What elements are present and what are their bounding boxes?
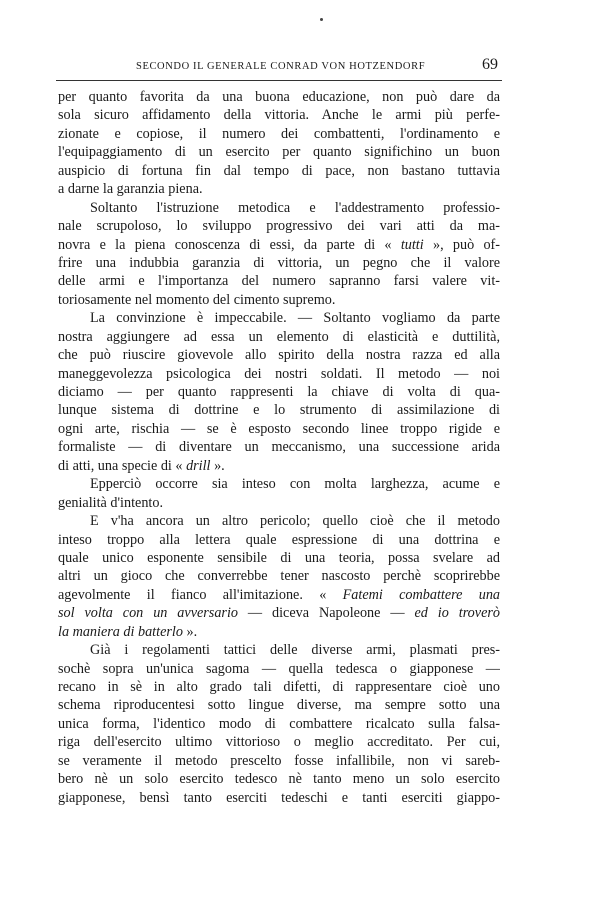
text-run: Già i regolamenti tattici delle diverse armi, plasmati pres- [90, 642, 500, 659]
text-run: sochè sopra un'unica sagoma — quella tedesca o giapponese — [58, 660, 500, 677]
text-line [58, 346, 500, 364]
text-run: altri un gioco che converrebbe tener nascosto perchè scoprirebbe [58, 568, 500, 585]
text-run: giapponese, bensì tanto eserciti tedeschi e tanti eserciti giappo- [58, 789, 500, 806]
text-run: di atti, una specie di « [58, 457, 187, 474]
text-line [58, 88, 500, 106]
text-run: auspicio di fortuna fin dal tempo di pace, non bastano tuttavia [58, 162, 500, 179]
text-run: diciamo — per quanto rappresenti la chiave di volta di qua- [58, 384, 500, 400]
text-line [58, 106, 500, 124]
text-run: », può of- [423, 236, 500, 253]
text-line [58, 254, 500, 272]
text-run: delle armi e l'importanza del numero sapranno farsi valere vit- [58, 273, 500, 290]
text-line [58, 623, 500, 641]
text-line [58, 236, 500, 254]
text-run: La convinzione è impeccabile. — Soltanto vogliamo da parte [90, 310, 500, 327]
italic-text: drill [186, 457, 211, 474]
text-run: ogni arte, rischia — se è esposto secondo linee troppo rigide e [58, 420, 500, 437]
text-line [58, 401, 500, 419]
text-line [58, 199, 500, 217]
running-head: SECONDO IL GENERALE CONRAD VON HOTZENDORF [136, 61, 426, 72]
text-run: Soltanto l'istruzione metodica e l'addestramento professio- [90, 199, 500, 216]
text-run: a darne la garanzia piena. [58, 181, 203, 198]
text-run: inteso troppo alla lettera quale espressione di una dottrina e [58, 531, 500, 548]
text-run: riga dell'esercito ultimo vittorioso o meglio accreditato. Per cui, [58, 734, 500, 751]
text-line [58, 180, 500, 198]
text-line [58, 143, 500, 161]
text-line [58, 660, 500, 678]
text-line [58, 383, 500, 401]
text-line [58, 715, 500, 733]
text-run: per quanto favorita da una buona educazione, non può dare da [58, 89, 500, 105]
text-line [58, 328, 500, 346]
text-run: frire una indubbia garanzia di vittoria, un pegno che il valore [58, 254, 500, 271]
text-run: recano in sè in alto grado tali difetti, di rappresentare cioè uno [58, 679, 500, 695]
text-line [58, 696, 500, 714]
text-line [58, 549, 500, 567]
italic-text: sol volta con un avversario [58, 605, 238, 622]
text-line [58, 438, 500, 456]
text-line [58, 567, 500, 585]
text-line [58, 678, 500, 696]
text-run: sola sicuro affidamento della vittoria. Anche le armi più perfe- [58, 107, 500, 124]
text-line [58, 217, 500, 235]
text-line [58, 420, 500, 438]
text-line [58, 125, 500, 143]
text-run: genialità d'intento. [58, 494, 163, 511]
text-run: se veramente il metodo prescelto fosse infallibile, non vi sareb- [58, 752, 500, 769]
text-line [58, 789, 500, 807]
text-line [58, 272, 500, 290]
text-line [58, 752, 500, 770]
text-run: E v'ha ancora un altro pericolo; quello cioè che il metodo [90, 513, 500, 530]
text-line [58, 531, 500, 549]
text-run: bero nè un solo esercito tedesco nè tanto meno un solo esercito [58, 771, 500, 788]
text-run: Epperciò occorre sia inteso con molta larghezza, acume e [90, 476, 500, 493]
text-line [58, 291, 500, 309]
text-line [58, 309, 500, 327]
text-line [58, 604, 500, 622]
text-line [58, 457, 500, 475]
italic-text: Fatemi combattere una [342, 586, 500, 603]
page-number: 69 [482, 56, 498, 73]
text-line [58, 733, 500, 751]
text-line [58, 512, 500, 530]
text-run: formaliste — di diventare un meccanismo, una successione arida [58, 439, 500, 456]
text-run: nale scrupoloso, lo sviluppo progressivo dei vari atti da ma- [58, 218, 500, 235]
text-run: schema riproducentesi sotto lingue diverse, ma sempre sotto una [58, 697, 500, 714]
italic-text: la maniera di batterlo [58, 623, 183, 640]
text-run: nostra aggiungere ad essa un elemento di elasticità e duttilità, [58, 328, 500, 345]
text-line [58, 641, 500, 659]
body-text [58, 88, 500, 807]
italic-text: tutti [400, 236, 424, 253]
text-run: zionate e copiose, il numero dei combattenti, l'ordinamento e [58, 125, 500, 142]
text-run: l'equipaggiamento di un esercito per quanto significhino un buon [58, 144, 500, 161]
text-line [58, 770, 500, 788]
text-run: novra e la piena conoscenza di essi, da parte di « [58, 236, 401, 253]
text-run: toriosamente nel momento del cimento supremo. [58, 291, 336, 308]
text-run: quale unico esponente sensibile di una teoria, possa svelare ad [58, 549, 500, 566]
page-header [56, 58, 502, 81]
text-line [58, 365, 500, 383]
text-run: — diceva Napoleone — [237, 605, 415, 622]
text-line [58, 162, 500, 180]
text-run: che può riuscire giovevole allo spirito della nostra razza ed alla [58, 347, 500, 364]
text-line [58, 475, 500, 493]
italic-text: ed io troverò [414, 605, 500, 622]
text-run: ». [210, 457, 225, 474]
text-line [58, 586, 500, 604]
text-line [58, 494, 500, 512]
text-run: maneggevolezza psicologica dei nostri soldati. Il metodo — noi [58, 365, 500, 382]
text-run: ». [182, 623, 198, 640]
text-run: lunque sistema di dottrine e lo strumento di assimilazione di [58, 402, 500, 419]
text-run: agevolmente il fianco all'imitazione. « [58, 586, 343, 603]
text-run: unica forma, l'identico modo di combattere ricalcato sulla falsa- [58, 715, 500, 732]
ink-speck [320, 18, 323, 21]
